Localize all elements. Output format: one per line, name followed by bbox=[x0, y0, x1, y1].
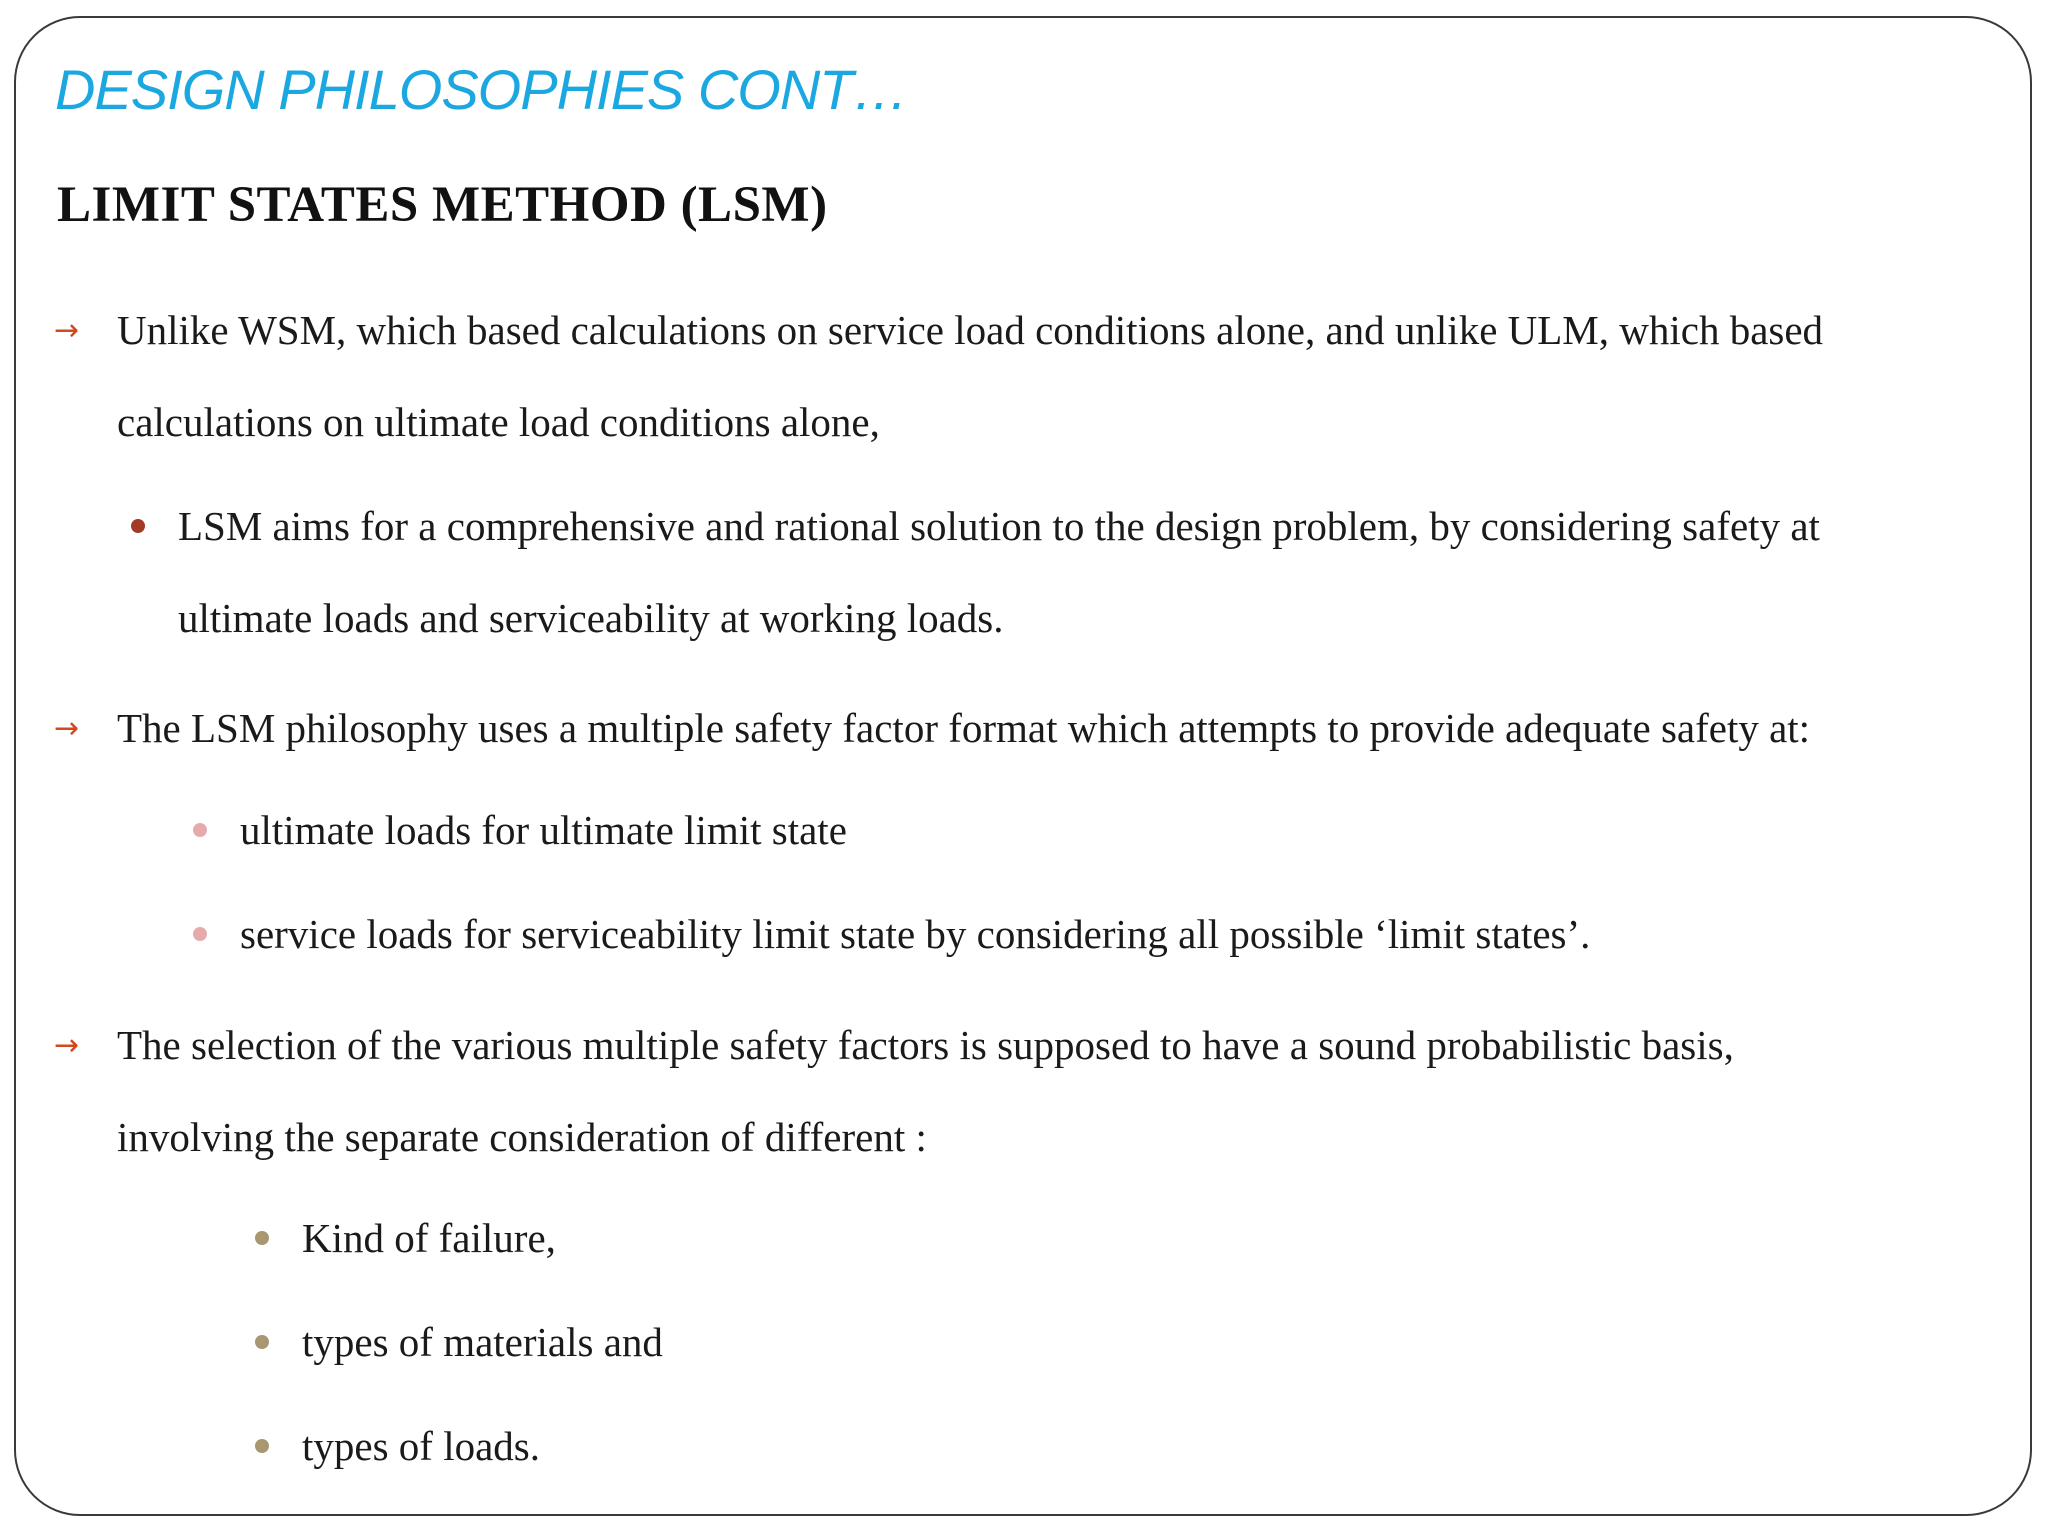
bullet-1-sub-line-2: ultimate loads and serviceability at working loads. bbox=[178, 595, 1004, 641]
bullet-3-sub-3: types of loads. bbox=[302, 1423, 540, 1469]
bullet-dot-icon bbox=[193, 927, 207, 941]
bullet-3-sub-1: Kind of failure, bbox=[302, 1215, 556, 1261]
bullet-dot-icon bbox=[255, 1231, 269, 1245]
bullet-2-line-1: The LSM philosophy uses a multiple safety factor format which attempts to provide adequate safety at: bbox=[117, 705, 1811, 751]
bullet-1-sub-line-1: LSM aims for a comprehensive and rational solution to the design problem, by considering safety at bbox=[178, 503, 1820, 549]
bullet-1-line-2: calculations on ultimate load conditions alone, bbox=[117, 399, 880, 445]
right-arrow-icon: → bbox=[54, 1028, 80, 1063]
bullet-dot-icon bbox=[255, 1439, 269, 1453]
bullet-dot-icon bbox=[255, 1335, 269, 1349]
bullet-3-line-2: involving the separate consideration of different : bbox=[117, 1114, 927, 1160]
section-heading: LIMIT STATES METHOD (LSM) bbox=[57, 177, 828, 233]
right-arrow-icon: → bbox=[54, 313, 80, 348]
bullet-2-sub-1: ultimate loads for ultimate limit state bbox=[240, 807, 847, 853]
bullet-3-line-1: The selection of the various multiple safety factors is supposed to have a sound probabilistic basis, bbox=[117, 1022, 1734, 1068]
bullet-dot-icon bbox=[131, 519, 145, 533]
slide-title: DESIGN PHILOSOPHIES CONT… bbox=[55, 58, 908, 121]
right-arrow-icon: → bbox=[54, 711, 80, 746]
bullet-3-sub-2: types of materials and bbox=[302, 1319, 663, 1365]
slide-frame bbox=[14, 16, 2032, 1516]
bullet-dot-icon bbox=[193, 823, 207, 837]
bullet-1-line-1: Unlike WSM, which based calculations on service load conditions alone, and unlike ULM, which based bbox=[117, 307, 1824, 353]
bullet-2-sub-2: service loads for serviceability limit state by considering all possible ‘limit states’. bbox=[240, 911, 1591, 957]
